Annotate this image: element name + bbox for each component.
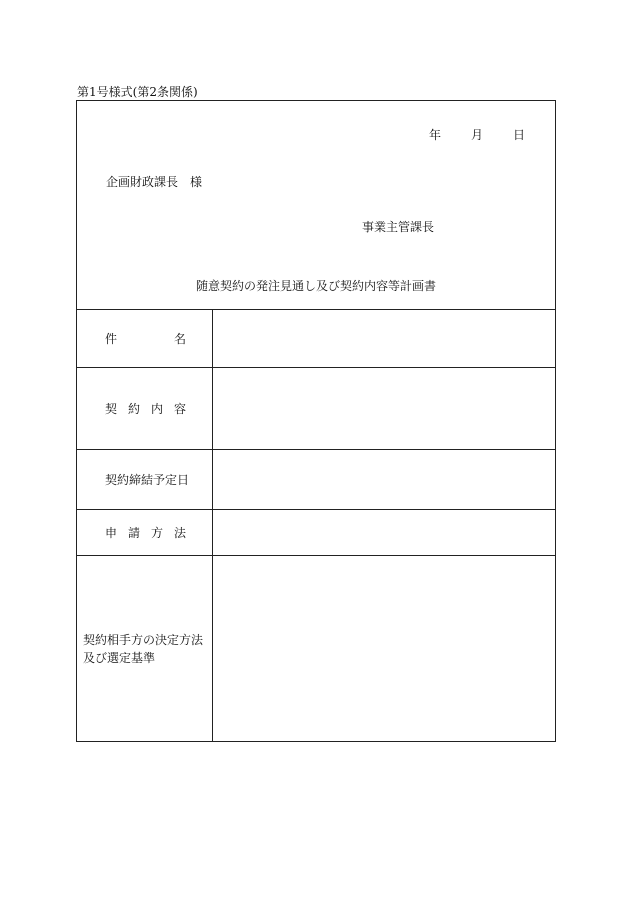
label-char: 法 <box>173 526 186 540</box>
label-char: 名 <box>173 332 186 346</box>
subject-field[interactable] <box>213 310 555 367</box>
label-char: 件 <box>105 332 118 346</box>
row-selection-criteria <box>77 556 555 741</box>
row-label <box>77 310 213 367</box>
row-label <box>77 368 213 449</box>
application-method-field[interactable] <box>213 510 555 555</box>
row-subject <box>77 310 555 368</box>
label-char: 約 <box>127 402 140 416</box>
sender: 事業主管課長 <box>362 220 435 234</box>
label-char: 方 <box>150 526 163 540</box>
form-number: 第1号様式(第2条関係) <box>77 85 198 99</box>
selection-label-line1: 契約相手方の決定方法 <box>83 632 204 647</box>
form-header <box>77 101 555 310</box>
label-char: 申 <box>105 526 118 540</box>
year-label: 年 <box>428 128 441 142</box>
label-char: 容 <box>173 402 186 416</box>
row-label <box>77 510 213 555</box>
label-char: 契 <box>105 402 118 416</box>
day-label: 日 <box>512 128 525 142</box>
form-frame <box>76 100 556 742</box>
addressee: 企画財政課長 様 <box>106 175 203 189</box>
label-char: 内 <box>150 402 163 416</box>
row-contract-content <box>77 368 555 450</box>
month-label: 月 <box>470 128 483 142</box>
row-label <box>77 556 213 741</box>
contract-date-label: 契約締結予定日 <box>105 473 190 487</box>
document-title: 随意契約の発注見通し及び契約内容等計画書 <box>195 279 436 293</box>
selection-label-line2: 及び選定基準 <box>83 650 156 665</box>
label-char: 請 <box>127 526 140 540</box>
selection-criteria-field[interactable] <box>213 556 555 741</box>
contract-date-field[interactable] <box>213 450 555 509</box>
row-label <box>77 450 213 509</box>
date-line <box>429 126 525 143</box>
row-contract-date <box>77 450 555 510</box>
contract-content-field[interactable] <box>213 368 555 449</box>
row-application-method <box>77 510 555 556</box>
